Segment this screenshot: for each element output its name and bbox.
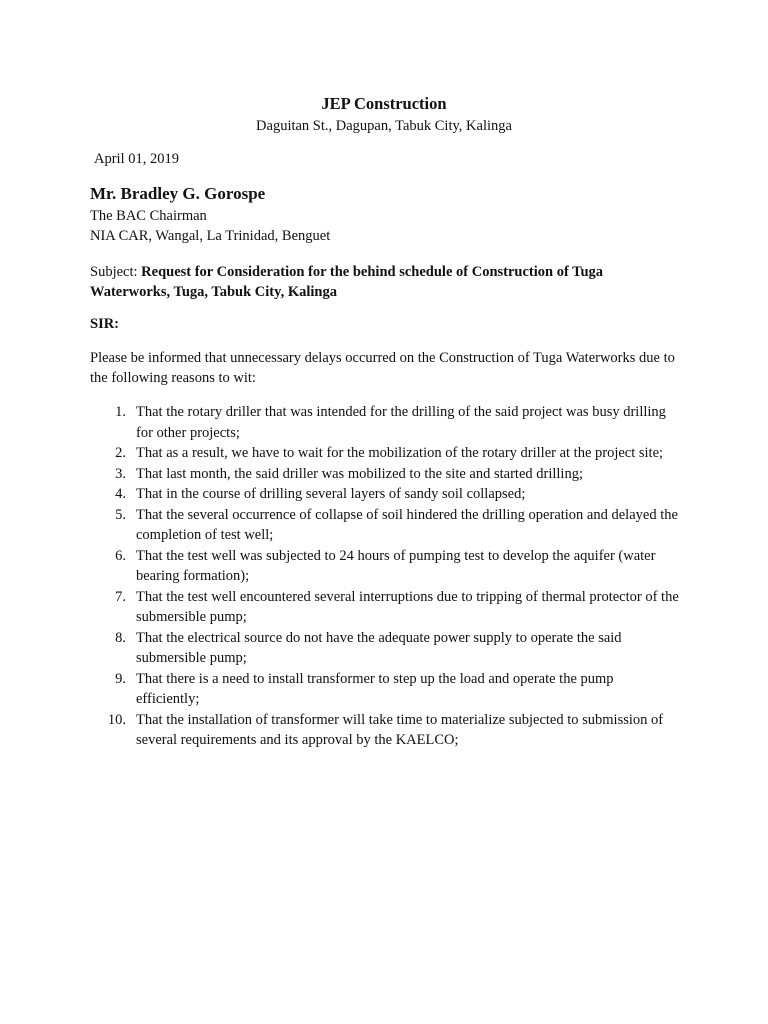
list-item-text: That last month, the said driller was mobilized to the site and started drilling; (136, 465, 583, 482)
list-item (90, 669, 680, 710)
list-item-number: 4. (115, 486, 126, 502)
letter-date: April 01, 2019 (94, 151, 179, 167)
list-item (90, 628, 680, 669)
list-item-text: That the electrical source do not have the adequate power supply to operate the said submersible pump; (136, 629, 622, 666)
list-item (90, 505, 680, 546)
list-item-number: 6. (115, 547, 126, 564)
company-name: JEP Construction (321, 94, 447, 113)
salutation: SIR: (90, 316, 120, 332)
list-item-number: 5. (115, 506, 126, 523)
list-item-number: 10. (107, 711, 126, 728)
recipient-name: Mr. Bradley G. Gorospe (90, 184, 266, 203)
reasons-list (90, 402, 680, 751)
list-item-text: That as a result, we have to wait for the mobilization of the rotary driller at the project site; (136, 445, 664, 461)
list-item (90, 464, 680, 485)
list-item-number: 1. (115, 404, 126, 420)
list-item-text: That the test well encountered several interruptions due to tripping of thermal protector of the submersible pump; (136, 588, 679, 625)
list-item (90, 546, 680, 587)
list-item (90, 402, 680, 443)
recipient-title: The BAC Chairman (90, 208, 207, 224)
list-item-number: 8. (115, 629, 126, 646)
list-item-text: That there is a need to install transformer to step up the load and operate the pump efficiently; (136, 670, 614, 707)
list-item-text: That in the course of drilling several layers of sandy soil collapsed; (136, 486, 526, 502)
list-item-number: 3. (115, 465, 126, 482)
intro-paragraph: Please be informed that unnecessary delays occurred on the Construction of Tuga Waterworks due to the following reasons to wit: (90, 350, 675, 386)
subject-label: Subject: (90, 264, 142, 280)
list-item-number: 7. (115, 588, 126, 605)
list-item (90, 587, 680, 628)
list-item (90, 443, 680, 464)
subject-text: Request for Consideration for the behind schedule of Construction of Tuga Waterworks, Tuga, Tabuk City, Kalinga (90, 264, 604, 300)
list-item (90, 484, 680, 505)
list-item-number: 9. (115, 670, 126, 687)
recipient-address: NIA CAR, Wangal, La Trinidad, Benguet (90, 228, 331, 244)
company-address: Daguitan St., Dagupan, Tabuk City, Kalinga (256, 118, 512, 134)
list-item (90, 710, 680, 751)
list-item-text: That the rotary driller that was intended for the drilling of the said project was busy drilling for other projects; (136, 404, 666, 441)
subject-line (90, 262, 650, 302)
list-item-text: That the test well was subjected to 24 hours of pumping test to develop the aquifer (water bearing formation); (136, 547, 656, 584)
list-item-number: 2. (115, 445, 126, 461)
list-item-text: That the installation of transformer will take time to materialize subjected to submission of several requirements and its approval by the KAELCO; (136, 711, 664, 748)
list-item-text: That the several occurrence of collapse of soil hindered the drilling operation and delayed the completion of test well; (136, 506, 678, 543)
